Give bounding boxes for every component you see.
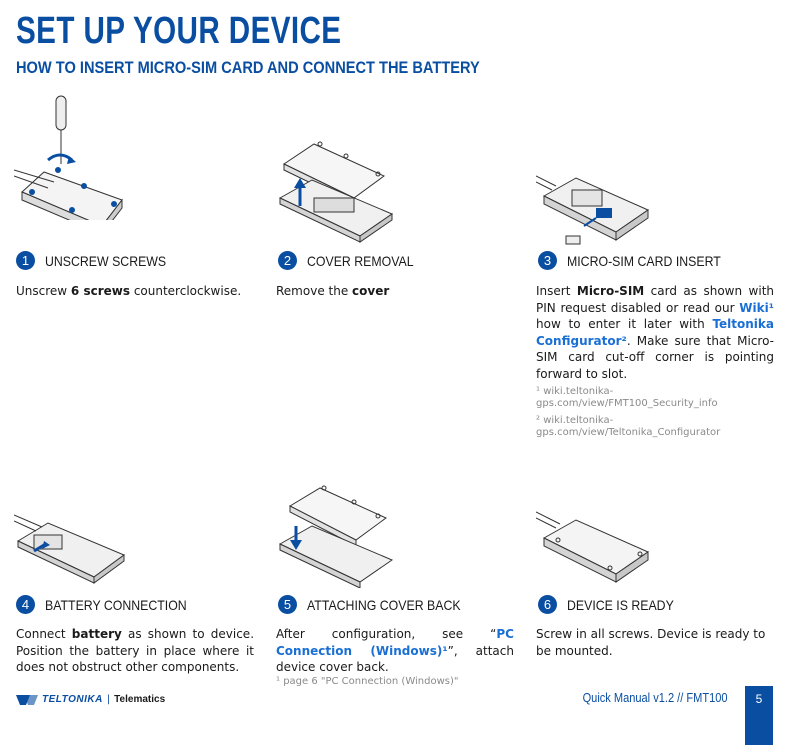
screwdriver-unscrew-illustration — [14, 92, 140, 220]
page-title: SET UP YOUR DEVICE — [16, 10, 342, 52]
step-number: 2 — [278, 251, 297, 270]
step-5-description: After configuration, see “PC Connection (Windows)¹”, attach device cover back. ¹ page 6 "PC Connection (Windows)" — [276, 627, 514, 687]
step-6-header — [538, 595, 688, 614]
step-2-header — [278, 251, 428, 270]
step-title: DEVICE IS READY — [567, 596, 674, 613]
battery-connection-illustration — [14, 505, 140, 585]
step-number: 3 — [538, 251, 557, 270]
step-5-header — [278, 595, 482, 614]
step-number: 5 — [278, 595, 297, 614]
step-title: MICRO-SIM CARD INSERT — [567, 252, 721, 269]
step-3-description: Insert Micro-SIM card as shown with PIN request disabled or read our Wiki¹ how to enter it later with Teltonika Configurator². Make sure that Micro-SIM card cut-off corner is pointing forward to slot. ¹ wiki.teltonika-gps.com/view/FMT100_Security_info ² wiki.teltonika-gps.com/view/Teltonika_Configurator — [536, 284, 775, 438]
step-4-header — [16, 595, 206, 614]
step-number: 1 — [16, 251, 35, 270]
manual-version: Quick Manual v1.2 // FMT100 — [583, 690, 728, 705]
logo-tagline: Telematics — [114, 694, 166, 705]
pc-connection-link[interactable]: PC Connection (Windows) — [276, 627, 514, 658]
wiki-link[interactable]: Wiki — [739, 300, 769, 315]
device-ready-illustration — [536, 508, 662, 588]
step-title: UNSCREW SCREWS — [45, 252, 167, 269]
logo-word: TELTONIKA — [42, 694, 103, 705]
step-number: 6 — [538, 595, 557, 614]
logo-separator: | — [106, 694, 111, 705]
sim-insert-illustration — [536, 168, 662, 248]
cover-attach-illustration — [274, 480, 400, 588]
teltonika-logo-icon — [16, 695, 38, 705]
step-2-description: Remove the cover — [276, 284, 390, 298]
page-subtitle: HOW TO INSERT MICRO-SIM CARD AND CONNECT THE BATTERY — [16, 58, 480, 77]
step-title: BATTERY CONNECTION — [45, 596, 187, 613]
footnote: ¹ wiki.teltonika-gps.com/view/FMT100_Security_info — [536, 386, 718, 409]
step-title: COVER REMOVAL — [307, 252, 414, 269]
step-title: ATTACHING COVER BACK — [307, 596, 461, 613]
step-3-header — [538, 251, 742, 270]
step-6-description: Screw in all screws. Device is ready to be mounted. — [536, 627, 766, 658]
step-4-description: Connect battery as shown to device. Position the battery in place where it does not obstruct other components. — [16, 627, 255, 674]
step-1-header — [16, 251, 183, 270]
page-number: 5 — [745, 686, 773, 745]
step-number: 4 — [16, 595, 35, 614]
configurator-link[interactable]: Teltonika Configurator — [536, 317, 774, 348]
teltonika-logo — [16, 694, 165, 705]
footnote: ² wiki.teltonika-gps.com/view/Teltonika_Configurator — [536, 415, 721, 438]
cover-removal-illustration — [274, 128, 400, 243]
step-1-description: Unscrew 6 screws counterclockwise. — [16, 284, 242, 298]
footnote: ¹ page 6 "PC Connection (Windows)" — [276, 675, 459, 687]
